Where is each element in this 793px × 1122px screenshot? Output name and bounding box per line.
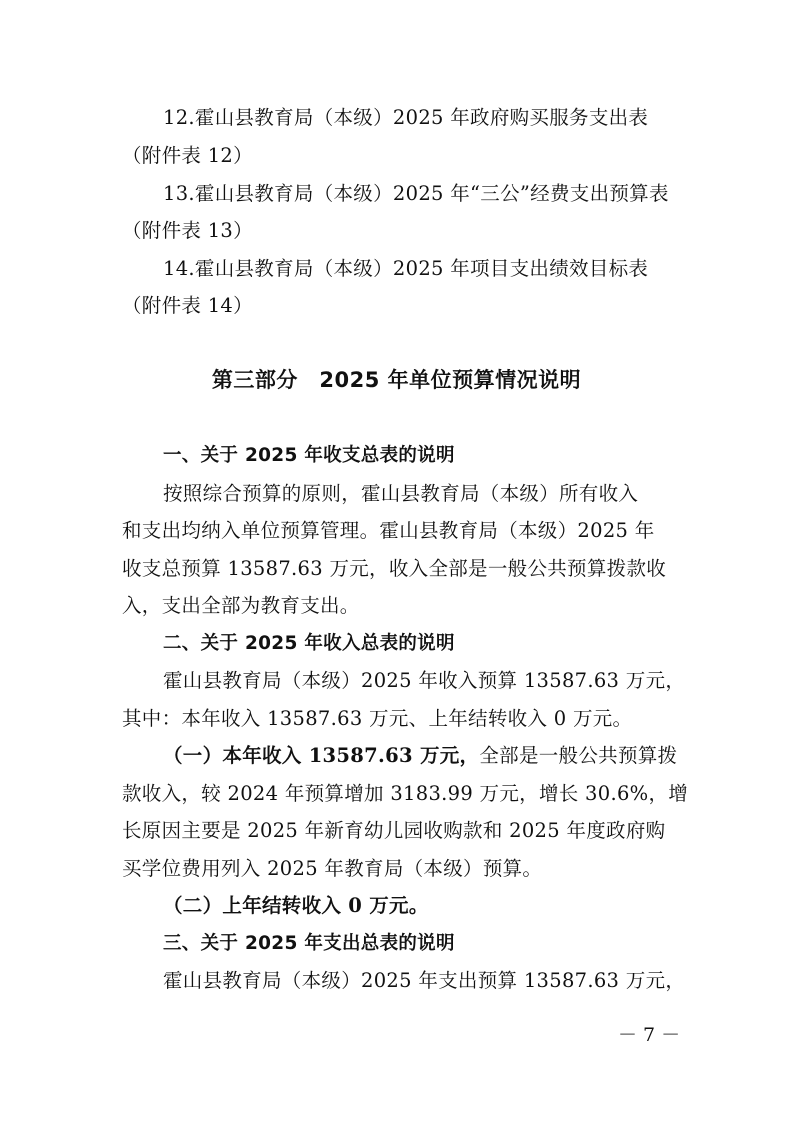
section3-line-1: 霍山县教育局（本级）2025 年支出预算 13587.63 万元， [163, 969, 686, 992]
attachment-12-ref: （附件表 12） [122, 144, 253, 167]
section2-sub1-line-3: 长原因主要是 2025 年新育幼儿园收购款和 2025 年度政府购 [122, 819, 666, 842]
section2-sub1-line-2: 款收入，较 2024 年预算增加 3183.99 万元，增长 30.6%，增 [122, 782, 689, 805]
section1-line-3: 收支总预算 13587.63 万元，收入全部是一般公共预算拨款收 [122, 557, 667, 580]
section3-heading: 三、关于 2025 年支出总表的说明 [163, 933, 455, 954]
section2-sub1-first-line [163, 742, 683, 770]
attachment-12-title: 12.霍山县教育局（本级）2025 年政府购买服务支出表 [163, 106, 649, 129]
section2-sub1-line-4: 买学位费用列入 2025 年教育局（本级）预算。 [122, 857, 543, 880]
section1-heading: 一、关于 2025 年收支总表的说明 [163, 445, 455, 466]
section2-sub1-bold: （一）本年收入 13587.63 万元， [163, 744, 480, 767]
section1-line-2: 和支出均纳入单位预算管理。霍山县教育局（本级）2025 年 [122, 519, 655, 542]
section2-sub2: （二）上年结转收入 0 万元。 [163, 894, 429, 917]
section2-line-2: 其中：本年收入 13587.63 万元、上年结转收入 0 万元。 [122, 707, 633, 730]
attachment-13-title: 13.霍山县教育局（本级）2025 年“三公”经费支出预算表 [163, 182, 669, 205]
section2-sub1-rest: 全部是一般公共预算拨 [479, 744, 678, 767]
section1-line-4: 入，支出全部为教育支出。 [122, 594, 360, 617]
page-number: － 7 － [618, 1024, 681, 1046]
section2-line-1: 霍山县教育局（本级）2025 年收入预算 13587.63 万元， [163, 669, 686, 692]
attachment-14-title: 14.霍山县教育局（本级）2025 年项目支出绩效目标表 [163, 257, 649, 280]
section2-heading: 二、关于 2025 年收入总表的说明 [163, 633, 455, 654]
attachment-13-ref: （附件表 13） [122, 219, 253, 242]
section1-line-1: 按照综合预算的原则，霍山县教育局（本级）所有收入 [163, 482, 639, 505]
part-heading: 第三部分 2025 年单位预算情况说明 [211, 368, 582, 392]
attachment-14-ref: （附件表 14） [122, 294, 253, 317]
